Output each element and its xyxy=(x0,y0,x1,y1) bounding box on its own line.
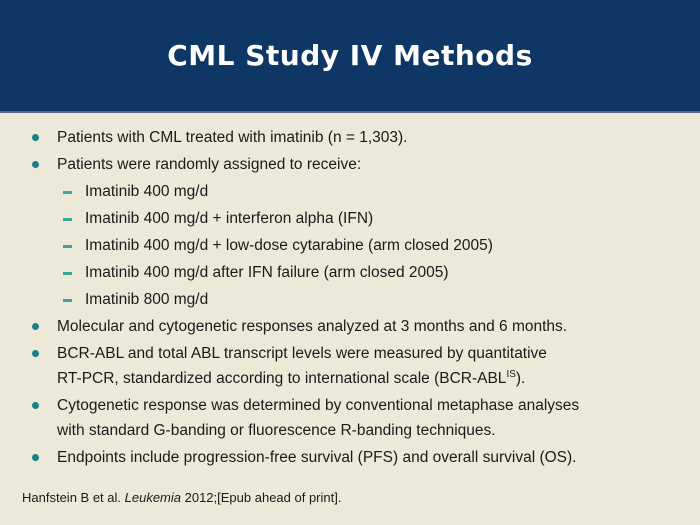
sub-bullet-text: Imatinib 800 mg/d xyxy=(85,291,209,308)
page-title: CML Study IV Methods xyxy=(167,39,533,72)
sub-bullet-imatinib-400-after-ifn xyxy=(30,260,692,285)
bullet-dot-icon xyxy=(32,402,39,409)
sub-bullet-text: Imatinib 400 mg/d + interferon alpha (IFN) xyxy=(85,210,374,227)
bullet-dash-icon xyxy=(63,218,72,221)
bullet-dot-icon xyxy=(32,454,39,461)
bullet-text: Patients with CML treated with imatinib (n = 1,303). xyxy=(57,129,408,146)
bullet-item-bcr-abl xyxy=(30,341,692,391)
sub-bullet-imatinib-400-cytarabine xyxy=(30,233,692,258)
bullet-text: Molecular and cytogenetic responses analyzed at 3 months and 6 months. xyxy=(57,318,568,335)
bullet-item-cytogenetic-response xyxy=(30,393,692,443)
sub-bullet-text: Imatinib 400 mg/d xyxy=(85,183,209,200)
bullet-dash-icon xyxy=(63,299,72,302)
bullet-dot-icon xyxy=(32,161,39,168)
sub-bullet-imatinib-400-ifn xyxy=(30,206,692,231)
citation-journal: Leukemia xyxy=(124,490,181,505)
bullet-line-end: ). xyxy=(515,370,526,387)
bullet-line: BCR-ABL and total ABL transcript levels were measured by quantitative xyxy=(57,345,547,362)
bullet-dot-icon xyxy=(32,323,39,330)
bullet-line: with standard G-banding or fluorescence R-banding techniques. xyxy=(57,422,496,439)
bullet-text: Endpoints include progression-free survival (PFS) and overall survival (OS). xyxy=(57,449,577,466)
sub-bullet-imatinib-800 xyxy=(30,287,692,312)
sub-bullet-text: Imatinib 400 mg/d after IFN failure (arm closed 2005) xyxy=(85,264,449,281)
bullet-line: Cytogenetic response was determined by conventional metaphase analyses xyxy=(57,397,580,414)
bullet-item-molecular-cytogenetic xyxy=(30,314,692,339)
bullet-line: RT-PCR, standardized according to international scale (BCR-ABL xyxy=(57,370,507,387)
citation xyxy=(22,490,341,505)
citation-authors: Hanfstein B et al. xyxy=(22,490,125,505)
citation-details: 2012;[Epub ahead of print]. xyxy=(181,490,342,505)
bullet-dash-icon xyxy=(63,245,72,248)
bullet-item-endpoints xyxy=(30,445,692,470)
bullet-item-randomly-assigned xyxy=(30,152,692,177)
bullet-dash-icon xyxy=(63,272,72,275)
bullet-item-patients-cml xyxy=(30,125,692,150)
bullet-text xyxy=(57,341,547,391)
sub-bullet-imatinib-400 xyxy=(30,179,692,204)
sub-bullet-text: Imatinib 400 mg/d + low-dose cytarabine (arm closed 2005) xyxy=(85,237,493,254)
bullet-dot-icon xyxy=(32,134,39,141)
superscript-is: IS xyxy=(506,368,516,380)
bullet-dot-icon xyxy=(32,350,39,357)
slide-body xyxy=(0,113,700,470)
title-banner xyxy=(0,0,700,113)
bullet-text xyxy=(57,393,579,443)
bullet-dash-icon xyxy=(63,191,72,194)
bullet-text: Patients were randomly assigned to receive: xyxy=(57,156,362,173)
